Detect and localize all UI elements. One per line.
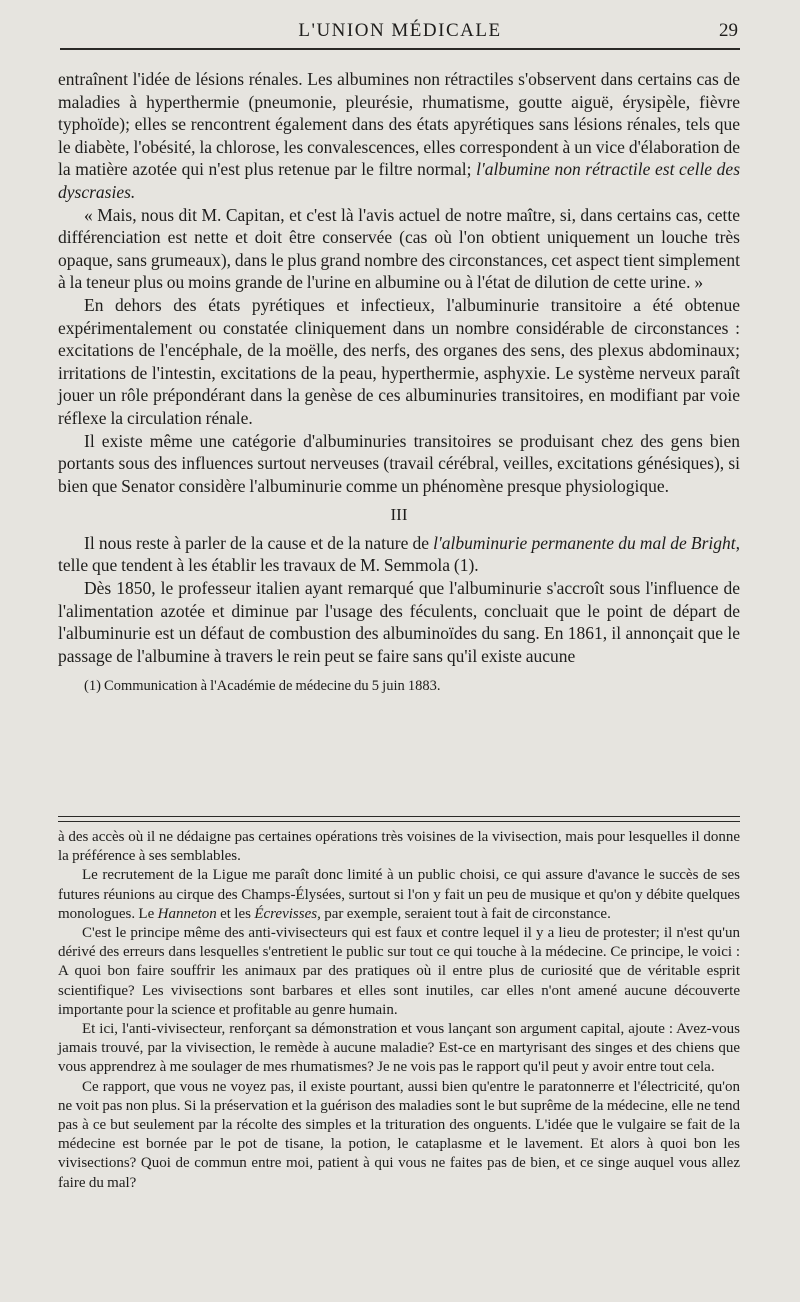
paragraph: Il existe même une catégorie d'albuminuries transitoires se produisant chez des gens bien portants sous des influences surtout nerveuses (travail cérébral, veilles, excitations génésiques), si bien que Senator considère l'albuminurie comme un phénomène presque physiologique. bbox=[58, 430, 740, 496]
feuilleton-paragraph: à des accès où il ne dédaigne pas certaines opérations très voisines de la vivisection, mais pour lesquelles il donne la préférence à ses semblables. bbox=[58, 829, 740, 865]
paragraph: entraînent l'idée de lésions rénales. Les albumines non rétractiles s'observent dans certains cas de maladies à hyperthermie (pneumonie, pleurésie, rhumatisme, goutte aiguë, érysipèle, fièvre typhoïde); elles se rencontrent également dans des états apyrétiques sans lésions rénales, tels que le diabète, l'obésité, la chlorose, les convalescences, elles correspondent à un vice d'élaboration de la matière azotée qui n'est plus retenue par le filtre normal; l'albumine non rétractile est celle des dyscrasies. bbox=[58, 69, 741, 202]
article-body bbox=[58, 68, 740, 696]
paragraph: En dehors des états pyrétiques et infectieux, l'albuminurie transitoire a été obtenue expérimentalement ou constatée cliniquement dans un nombre considérable de circonstances : excitations de l'encéphale, de la moëlle, des nerfs, des organes des sens, des plexus abdominaux; irritations de l'intestin, excitations de la peau, hyperthermie, asphyxie. Le système nerveux paraît jouer un rôle prépondérant dans la genèse de ces albuminuries transitoires, en modifiant par voie réflexe la circulation rénale. bbox=[58, 294, 740, 428]
journal-title: L'UNION MÉDICALE bbox=[298, 20, 502, 41]
running-header bbox=[60, 18, 740, 50]
feuilleton-paragraph: Ce rapport, que vous ne voyez pas, il existe pourtant, aussi bien qu'entre le paratonnerre et l'électricité, qu'on ne voit pas non plus. Si la préservation et la guérison des maladies sont le but suprême de la médecine, elle ne tend pas à ce but seulement par la récolte des simples et la trituration des onguents. L'idée que le vulgaire se fait de la médecine est bornée par le pot de tisane, la potion, le cataplasme et le lavement. Et alors à quoi bon les vivisections? Quoi de commun entre moi, patient à qui vous ne faites pas de bien, et ce singe auquel vous allez faire du mal? bbox=[58, 1078, 740, 1191]
paragraph: « Mais, nous dit M. Capitan, et c'est là l'avis actuel de notre maître, si, dans certains cas, cette différenciation est nette et doit être conservée (cas où l'on obtient uniquement un louche très opaque, sans grumeaux), dans le plus grand nombre des circonstances, cet aspect tient simplement à la teneur plus ou moins grande de l'urine en albumine ou à l'état de dilution de cette urine. » bbox=[58, 204, 740, 293]
feuilleton-divider-bottom bbox=[58, 821, 740, 822]
italic-title: Hanneton bbox=[157, 905, 217, 922]
feuilleton-paragraph: C'est le principe même des anti-vivisecteurs qui est faux et contre lequel il y a lieu de protester; il n'est qu'un dérivé des erreurs dans lesquelles s'entretient le public sur tout ce qui touche à la médecine. Ce principe, le voici : A quoi bon faire souffrir les animaux par des pratiques où il entre plus de curiosité que de véritable esprit scientifique? Les vivisections sont barbares et elles sont inutiles, car elles n'ont amené aucune découverte importante pour la science et profitable au genre humain. bbox=[58, 925, 740, 1018]
feuilleton-divider-top bbox=[58, 816, 740, 817]
paragraph: Dès 1850, le professeur italien ayant remarqué que l'albuminurie s'accroît sous l'influence de l'alimentation azotée et diminue par l'usage des féculents, concluait que le point de départ de l'albuminurie est un défaut de combustion des albuminoïdes du sang. En 1861, il annonçait que le passage de l'albumine à travers le rein peut se faire sans qu'il existe aucune bbox=[58, 578, 740, 666]
feuilleton-paragraph: Et ici, l'anti-vivisecteur, renforçant sa démonstration et vous lançant son argument capital, ajoute : Avez-vous jamais trouvé, par la vivisection, le remède à aucune maladie? Est-ce en martyrisant des singes et des chiens que vous apprendrez à me soulager de mes rhumatismes? Je ne vois pas le rapport qu'il peut y avoir entre tout cela. bbox=[58, 1021, 740, 1076]
paragraph: Il nous reste à parler de la cause et de la nature de l'albuminurie permanente du mal de Bright, telle que tendent à les établir les travaux de M. Semmola (1). bbox=[58, 532, 740, 576]
page-number: 29 bbox=[719, 20, 738, 41]
section-heading: III bbox=[390, 505, 408, 525]
feuilleton-paragraph: Le recrutement de la Ligue me paraît donc limité à un public choisi, ce qui assure d'avance le succès de ses futures réunions au cirque des Champs-Élysées, surtout si l'on y fait un peu de musique et qu'on y débite quelques monologues. Le Hanneton et les Écrevisses, par exemple, seraient tout à fait de circonstance. bbox=[58, 867, 740, 922]
italic-title: Écrevisses, bbox=[254, 905, 321, 922]
footnote: (1) Communication à l'Académie de médecine du 5 juin 1883. bbox=[84, 678, 441, 695]
italic-phrase: l'albuminurie permanente du mal de Bright, bbox=[433, 532, 740, 553]
italic-phrase: l'albumine non rétractile est celle des dyscrasies. bbox=[58, 159, 741, 202]
feuilleton-body bbox=[58, 828, 740, 1193]
